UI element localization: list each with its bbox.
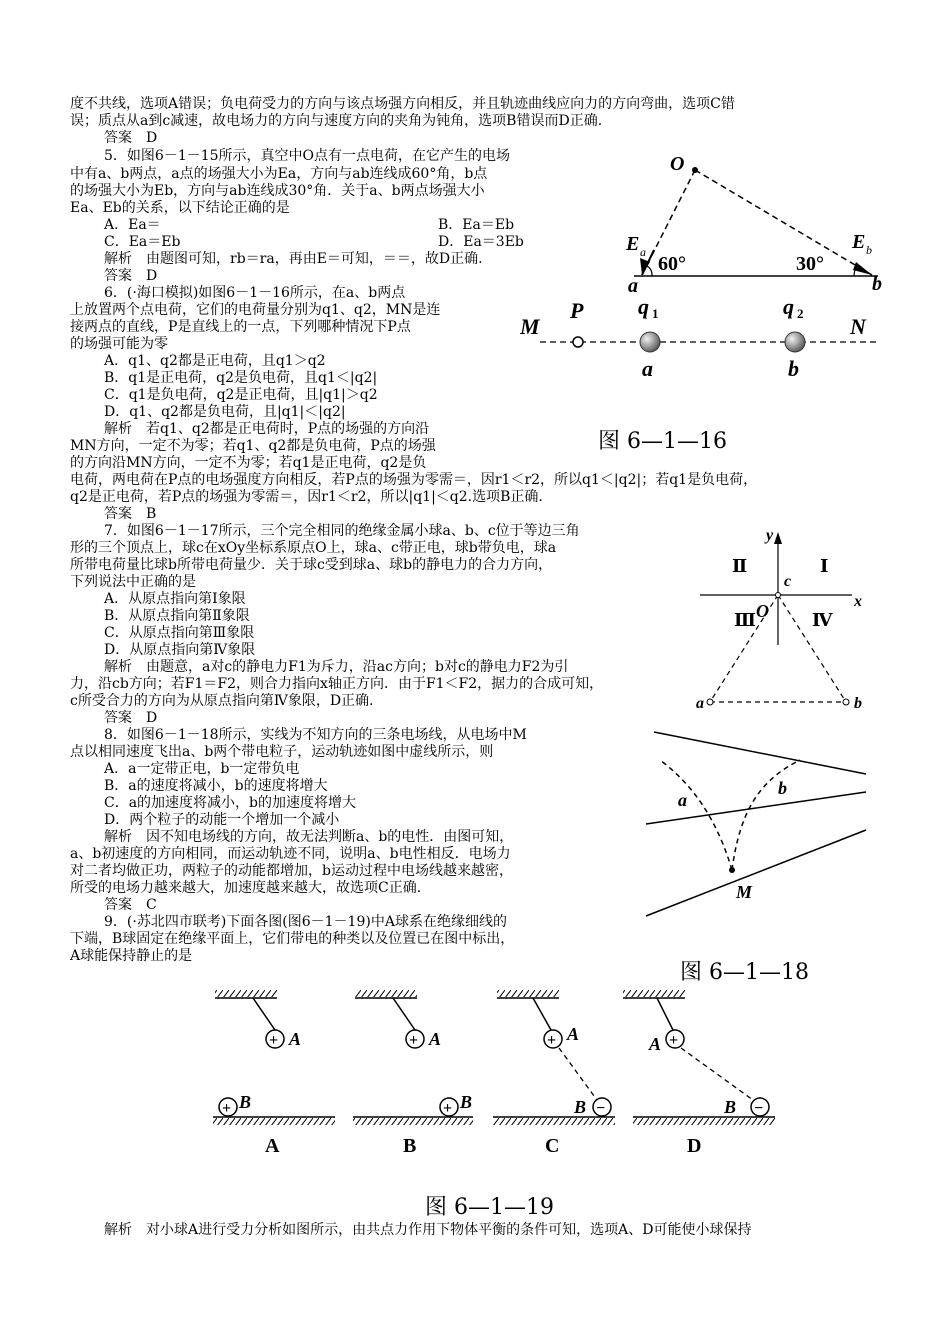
text-line: A球能保持静止的是 [70,948,193,964]
label-a: a [628,275,638,297]
label-a: a [696,695,704,712]
ground-hatch [493,1118,615,1125]
label-y: y [766,527,774,544]
ball-c [776,593,781,598]
trajectory-b [732,760,800,870]
label-eb: E [852,231,866,253]
text-line: 所受的电场力越来越大，加速度越来越大，故选项C正确. [70,880,422,896]
string [253,998,275,1030]
label-x: x [854,593,862,610]
label-o: O [756,601,769,621]
dashed-line-ob [695,170,872,275]
sign-a: + [669,1032,679,1049]
point-p [573,337,583,347]
text-line: 下列说法中正确的是 [70,574,196,590]
label-c: c [784,573,792,590]
figure-6-1-15 [600,150,900,300]
label-m: M [520,314,540,339]
label-quadrant-2: Ⅱ [732,556,748,576]
label-ball-a: A [289,1029,302,1049]
label-q1-sub: 1 [652,306,659,321]
label-ball-a: A [567,1024,580,1044]
option-c: C．q1是负电荷，q2是正电荷，且|q1|＞q2 [104,387,378,403]
option-a: A．从原点指向第Ⅰ象限 [104,591,246,607]
label-b: b [778,778,787,798]
sign-b: + [222,1100,232,1117]
sign-b: − [596,1100,606,1117]
panel-b [353,990,473,1157]
ball-b [843,699,849,705]
text-line: 点以相同速度飞出a、b两个带电粒子，运动轨迹如图中虚线所示，则 [70,744,494,760]
ball-a [707,699,713,705]
answer-line: 答案 D [104,268,158,284]
string [657,998,673,1030]
answer-line: 答案 D [104,130,158,146]
label-n: N [850,314,866,339]
text-line: 上放置两个点电荷，它们的电荷量分别为q1、q2，MN是连 [70,302,441,318]
label-angle-30: 30° [796,253,824,275]
answer-line: 答案 C [104,897,157,913]
text-line: Ea、Eb的关系，以下结论正确的是 [70,200,290,216]
label-a: a [678,790,687,810]
analysis-line: 解析 若q1、q2都是正电荷时，P点的场强的方向沿 [104,421,430,437]
label-ball-b: B [724,1097,737,1117]
panel-label: B [403,1135,417,1157]
label-o: O [670,153,685,175]
label-ea-sub: a [640,245,646,259]
sign-b: − [754,1100,764,1117]
panel-label: C [545,1135,560,1157]
label-ball-a: A [429,1029,442,1049]
question-8: 8．如图6－1－18所示，实线为不知方向的三条电场线，从电场中M [104,727,527,743]
ground-hatch [633,1118,775,1125]
text-line: 的场强大小为Eb，方向与ab连线成30°角．关于a、b两点场强大小 [70,183,485,199]
option-d: D．q1、q2都是负电荷，且|q1|＜|q2| [104,404,346,420]
text-line: 中有a、b两点，a点的场强大小为Ea，方向与ab连线成60°角，b点 [70,166,488,182]
text-line: 度不共线，选项A错误；负电荷受力的方向与该点场强方向相反，并且轨迹曲线应向力的方向弯曲，选项C错 [70,96,735,112]
panel-a [213,990,335,1157]
label-quadrant-3: Ⅲ [734,610,756,630]
ceiling-hatch [623,990,685,997]
option-b: B．a的速度将减小，b的速度将增大 [104,778,328,794]
text-line: c所受合力的方向为从原点指向第Ⅳ象限，D正确. [70,693,374,709]
answer-line: 答案 B [104,506,157,522]
ceiling-hatch [355,990,417,997]
text-line: 的场强可能为零 [70,336,168,352]
label-a: a [642,356,653,381]
label-ball-b: B [574,1097,587,1117]
text-line: 力，沿cb方向；若F1＝F2，则合力指向x轴正方向．由于F1＜F2，据力的合成可知， [70,676,604,692]
option-c: C．Ea＝Eb [104,234,181,250]
ground-hatch [353,1118,473,1125]
label-b: b [788,356,799,381]
label-q2: q [783,294,794,319]
field-line-bottom [646,830,866,916]
text-line: 下端，B球固定在绝缘平面上，它们带电的种类以及位置已在图中标出， [70,931,515,947]
figure-6-1-19 [205,990,785,1170]
option-c: C．a的加速度将减小，b的加速度将增大 [104,795,357,811]
panel-d [623,990,775,1157]
angle-arc-60 [647,266,652,276]
panel-c [493,990,615,1157]
string [533,998,551,1030]
option-b: B．Ea＝Eb [438,217,515,233]
answer-line: 答案 D [104,710,158,726]
option-a: A．Ea＝ [104,217,161,233]
label-p: P [570,298,584,323]
question-7: 7．如图6－1－17所示，三个完全相同的绝缘金属小球a、b、c位于等边三角 [104,523,580,539]
label-b: b [854,695,862,712]
label-ball-b: B [239,1092,252,1112]
text-line: 所带电荷量比球b所带电荷量少．关于球c受到球a、球b的静电力的合力方向， [70,557,553,573]
text-line: a、b初速度的方向相同，而运动轨迹不同，说明a、b电性相反．电场力 [70,846,511,862]
sign-b: + [443,1100,453,1117]
label-m: M [736,882,753,902]
dashed-line-ab [559,1048,597,1100]
option-d: D．Ea＝3Eb [438,234,524,250]
figure-6-1-18 [640,720,880,920]
dashed-line-ab [681,1048,753,1100]
figure-6-1-16 [520,292,890,392]
label-quadrant-1: Ⅰ [820,556,829,576]
label-q2-sub: 2 [797,306,804,321]
question-6: 6．(·海口模拟)如图6－1－16所示，在a、b两点 [104,285,406,301]
figure-caption-6-1-19: 图 6—1—19 [425,1195,554,1220]
charge-q2 [785,332,805,352]
text-line: 的方向沿MN方向，一定不为零；若q1是正电荷，q2是负 [70,455,427,471]
text-line: q2是正电荷，若P点的场强为零需＝，因r1＜r2，所以|q1|＜q2.选项B正确. [70,489,543,505]
text-line: 形的三个顶点上，球c在xOy坐标系原点O上，球a、c带正电，球b带负电，球a [70,540,557,556]
ceiling-hatch [497,990,559,997]
panel-label: A [265,1135,280,1157]
axis-y-arrow [774,532,782,544]
label-eb-sub: b [866,243,872,257]
label-angle-60: 60° [658,253,686,275]
label-b: b [872,273,882,295]
sign-a: + [269,1032,279,1049]
text-line: MN方向，一定不为零；若q1、q2都是负电荷，P点的场强 [70,438,436,454]
option-d: D．两个粒子的动能一个增加一个减小 [104,812,340,828]
sign-a: + [409,1032,419,1049]
question-5: 5．如图6－1－15所示，真空中O点有一点电荷，在它产生的电场 [104,148,511,164]
question-9: 9．(·苏北四市联考)下面各图(图6－1－19)中A球系在绝缘细线的 [104,914,507,930]
panel-label: D [687,1135,702,1157]
charge-q1 [640,332,660,352]
point-m [729,867,735,873]
sign-a: + [547,1032,557,1049]
ceiling-hatch [215,990,277,997]
text-line: 接两点的直线，P是直线上的一点，下列哪种情况下P点 [70,319,411,335]
label-q1: q [638,294,649,319]
option-b: B．q1是正电荷，q2是负电荷，且q1＜|q2| [104,370,378,386]
label-ea: E [626,233,640,255]
option-b: B．从原点指向第Ⅱ象限 [104,608,250,624]
figure-caption-6-1-16: 图 6—1—16 [598,429,727,454]
label-ball-a: A [649,1034,662,1054]
figure-caption-6-1-18: 图 6—1—18 [680,960,809,985]
analysis-line: 解析 由题图可知，rb＝ra，再由E＝可知，＝＝，故D正确. [104,251,483,267]
analysis-line: 解析 因不知电场线的方向，故无法判断a、b的电性．由图可知， [104,829,514,845]
text-line: 误；质点从a到c减速，故电场力的方向与速度方向的夹角为钝角，选项B错误而D正确. [70,113,603,129]
point-o [692,167,698,173]
text-line: 对二者均做正功，两粒子的动能都增加，b运动过程中电场线越来越密， [70,863,513,879]
text-line: 电荷，两电荷在P点的电场强度方向相反，若P点的场强为零需＝，因r1＜r2，所以q1＜|q2|；若q1是负电荷， [70,472,758,488]
analysis-line: 解析 对小球A进行受力分析如图所示，由共点力作用下物体平衡的条件可知，选项A、D可能使小球保持 [104,1222,752,1238]
label-ball-b: B [460,1092,473,1112]
trajectory-a [660,760,732,870]
field-line-top [654,732,866,774]
label-quadrant-4: Ⅳ [812,610,833,630]
option-a: A．q1、q2都是正电荷，且q1＞q2 [104,353,326,369]
option-a: A．a一定带正电，b一定带负电 [104,761,300,777]
option-c: C．从原点指向第Ⅲ象限 [104,625,255,641]
analysis-line: 解析 由题意，a对c的静电力F1为斥力，沿ac方向；b对c的静电力F2为引 [104,659,569,675]
figure-6-1-17 [690,520,880,720]
ground-hatch [213,1118,335,1125]
option-d: D．从原点指向第Ⅳ象限 [104,642,256,658]
string [393,998,415,1030]
